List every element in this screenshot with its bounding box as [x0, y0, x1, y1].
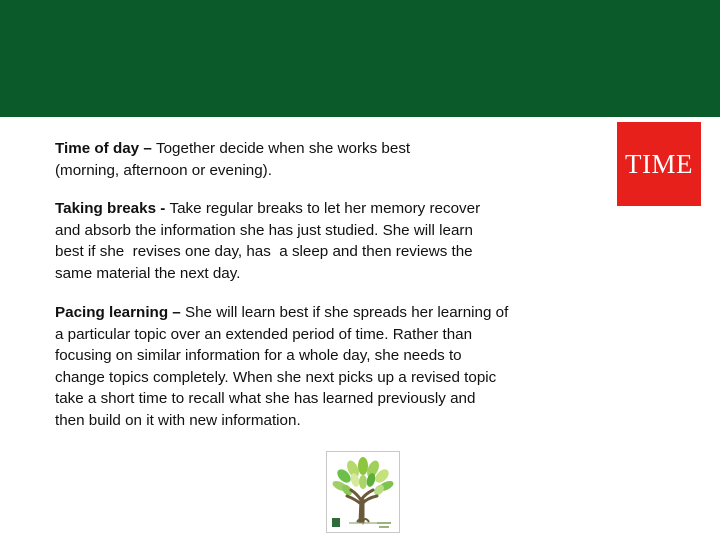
tree-of-learning-icon [327, 452, 399, 532]
paragraph-lead: Pacing learning – [55, 304, 185, 321]
paragraph-line: change topics completely. When she next picks up a revised topic [55, 368, 497, 386]
content-area [55, 138, 555, 449]
tree-image [326, 451, 400, 533]
paragraph-line: Take regular breaks to let her memory recover [169, 200, 481, 217]
time-logo-text: TIME [625, 148, 693, 179]
paragraph-taking-breaks [55, 198, 555, 284]
paragraph-line: then build on it with new information. [55, 411, 301, 429]
time-logo [617, 122, 701, 206]
paragraph-line: best if she revises one day, has a sleep and then reviews the [55, 243, 473, 260]
paragraph-line: (morning, afternoon or evening). [55, 161, 272, 179]
paragraph-line: same material the next day. [55, 264, 241, 282]
paragraph-line: focusing on similar information for a whole day, she needs to [55, 347, 462, 364]
header-band [0, 0, 720, 117]
paragraph-line: a particular topic over an extended period of time. Rather than [55, 325, 473, 343]
paragraph-lead: Time of day – [55, 140, 157, 157]
paragraph-time-of-day [55, 138, 555, 181]
paragraph-line: and absorb the information she has just studied. She will learn [55, 221, 473, 239]
paragraph-line: She will learn best if she spreads her learning of [184, 304, 509, 321]
paragraph-lead: Taking breaks - [55, 200, 170, 217]
paragraph-line: take a short time to recall what she has learned previously and [55, 390, 476, 407]
paragraph-line: Together decide when she works best [156, 140, 411, 157]
paragraph-pacing-learning [55, 302, 555, 431]
